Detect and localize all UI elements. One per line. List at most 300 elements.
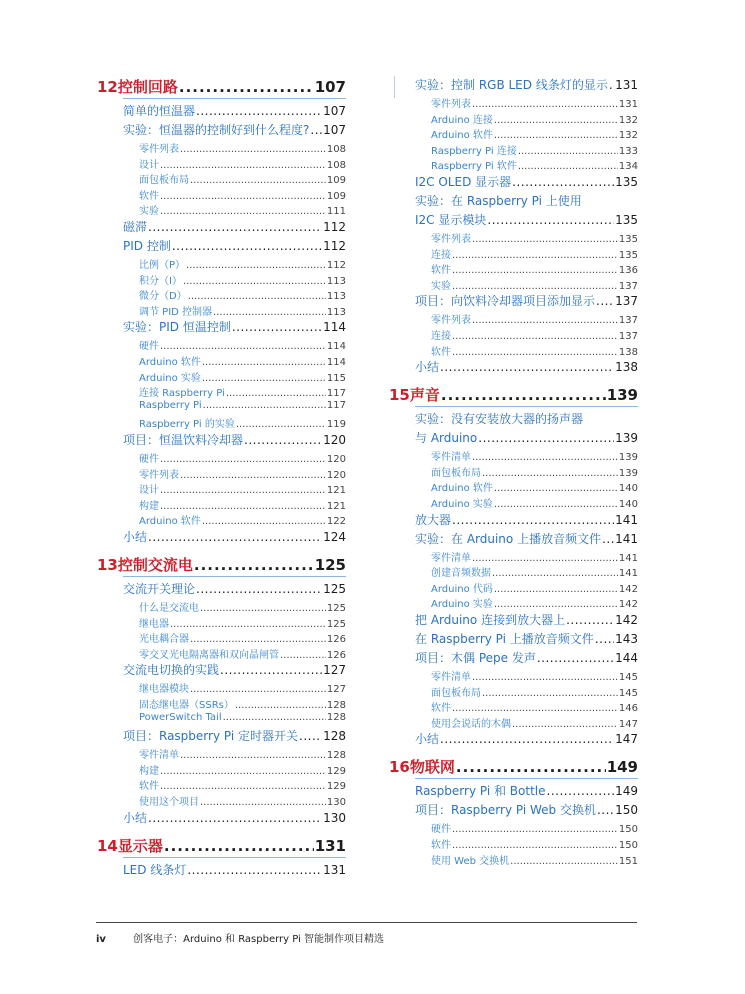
dot-leader	[452, 513, 614, 527]
subsection-entry	[123, 793, 346, 808]
subsection-entry	[415, 852, 638, 867]
entry-page: 107	[323, 104, 346, 118]
entry-title: Arduino 软件	[431, 483, 493, 495]
subsection-entry	[123, 599, 346, 614]
section-entry	[415, 410, 638, 427]
entry-title: 在 Raspberry Pi 上播放音频文件	[415, 632, 594, 646]
entry-page: 134	[618, 161, 638, 173]
entry-title: 项目：恒温饮料冷却器	[123, 433, 244, 447]
dot-leader	[472, 452, 618, 463]
entry-title: 零件列表	[139, 144, 179, 155]
subsection-entry	[123, 187, 346, 202]
entry-title: 构建	[139, 765, 159, 777]
entry-page: 126	[326, 649, 346, 661]
entry-page: 125	[326, 618, 346, 630]
entry-title: 使用这个项目	[139, 797, 199, 808]
section-entry	[415, 730, 638, 747]
dot-leader	[492, 568, 618, 579]
subsection-entry	[415, 820, 638, 835]
entry-title: Arduino 软件	[139, 516, 201, 528]
entry-page: 113	[326, 306, 346, 318]
dot-leader	[280, 650, 326, 661]
dot-leader	[452, 265, 618, 276]
entry-title: 磁滞	[123, 220, 148, 234]
dot-leader	[148, 220, 322, 234]
entry-title: I2C OLED 显示器	[415, 175, 512, 189]
dot-leader	[494, 483, 618, 494]
entry-title: 实验：PID 恒温控制	[123, 320, 231, 335]
subsection-entry	[123, 615, 346, 630]
entry-title: 小结	[123, 810, 148, 825]
dot-leader	[164, 837, 314, 855]
chapter-entry	[389, 384, 638, 405]
entry-title: 显示器	[117, 836, 163, 855]
entry-page: 111	[326, 206, 346, 218]
dot-leader	[472, 99, 618, 110]
page-number: iv	[96, 934, 106, 945]
dot-leader	[609, 78, 614, 92]
entry-title: 面包板布局	[431, 687, 481, 699]
entry-title: LED 线条灯	[123, 862, 187, 877]
section-entry	[415, 611, 638, 628]
dot-leader	[510, 856, 618, 867]
subsection-entry	[123, 202, 346, 217]
subsection-entry	[415, 246, 638, 261]
entry-page: 128	[326, 711, 346, 723]
entry-page: 124	[323, 530, 346, 544]
entry-page: 142	[615, 613, 638, 627]
subsection-entry	[123, 140, 346, 155]
dot-leader	[472, 234, 618, 245]
dot-leader	[494, 584, 618, 595]
entry-title: Raspberry Pi 和 Bottle	[415, 784, 546, 799]
entry-title: 项目：木偶 Pepe 发声	[415, 651, 536, 665]
entry-page: 117	[326, 388, 346, 400]
entry-title: 继电器	[139, 618, 169, 630]
entry-page: 137	[615, 294, 638, 309]
entry-page: 129	[326, 765, 346, 777]
dot-leader	[236, 419, 326, 430]
dot-leader	[595, 632, 614, 646]
entry-title: PID 控制	[123, 239, 171, 253]
entry-page: 107	[314, 78, 346, 96]
entry-title: 固态继电器（SSRs）	[139, 700, 234, 711]
section-entry	[123, 218, 346, 235]
entry-page: 150	[618, 840, 638, 851]
entry-page: 149	[615, 784, 638, 799]
entry-page: 147	[618, 718, 638, 730]
entry-title: 零件清单	[431, 672, 471, 683]
entry-page: 108	[326, 159, 346, 171]
entry-title: 实验：控制 RGB LED 线条灯的显示	[415, 78, 608, 92]
section-entry	[123, 237, 346, 254]
dot-leader	[494, 130, 618, 141]
entry-page: 151	[618, 855, 638, 867]
dot-leader	[213, 307, 326, 318]
dot-leader	[452, 331, 618, 342]
entry-title: 硬件	[431, 824, 451, 836]
section-entry	[415, 801, 638, 818]
dot-leader	[478, 431, 614, 445]
section-entry	[415, 630, 638, 647]
entry-page: 149	[606, 758, 638, 777]
subsection-entry	[123, 646, 346, 661]
subsection-entry	[415, 157, 638, 172]
dot-leader	[148, 530, 322, 544]
dot-leader	[196, 582, 322, 596]
entry-page: 132	[618, 114, 638, 126]
entry-page: 126	[326, 634, 346, 646]
dot-leader	[190, 684, 326, 695]
dot-leader	[310, 123, 322, 137]
entry-title: 实验	[431, 280, 451, 292]
entry-title: Raspberry Pi 的实验	[139, 419, 235, 431]
dot-leader	[226, 388, 326, 399]
section-entry	[123, 431, 346, 448]
entry-title: 项目：向饮料冷却器项目添加显示	[415, 294, 596, 309]
entry-page: 138	[615, 360, 638, 375]
subsection-entry	[123, 450, 346, 465]
entry-title: 硬件	[139, 341, 159, 353]
dot-leader	[494, 499, 618, 510]
entry-page: 119	[326, 419, 346, 431]
dot-leader	[160, 160, 326, 171]
chapter-rule	[123, 857, 346, 858]
dot-leader	[512, 719, 618, 730]
subsection-entry	[415, 464, 638, 479]
dot-leader	[190, 634, 326, 645]
dot-leader	[537, 651, 614, 665]
dot-leader	[160, 485, 326, 496]
subsection-entry	[123, 303, 346, 318]
entry-page: 131	[323, 862, 346, 877]
dot-leader	[596, 294, 614, 308]
subsection-entry	[415, 668, 638, 683]
subsection-entry	[123, 746, 346, 761]
dot-leader	[200, 797, 326, 808]
dot-leader	[452, 840, 618, 851]
entry-title: 继电器模块	[139, 684, 189, 696]
section-entry	[415, 782, 638, 799]
entry-title: 项目：Raspberry Pi 定时器开关	[123, 729, 298, 744]
subsection-entry	[415, 564, 638, 579]
dot-leader	[456, 758, 606, 776]
subsection-entry	[415, 448, 638, 463]
entry-page: 133	[618, 145, 638, 157]
section-entry	[123, 727, 346, 744]
entry-page: 117	[326, 399, 346, 411]
subsection-entry	[123, 712, 346, 723]
entry-page: 131	[618, 99, 638, 110]
dot-leader	[223, 712, 326, 723]
chapter-rule	[123, 98, 346, 99]
chapter-entry	[97, 554, 346, 575]
dot-leader	[194, 556, 314, 574]
section-entry	[123, 661, 346, 678]
entry-title: 项目：Raspberry Pi Web 交换机	[415, 803, 596, 818]
entry-page: 143	[615, 632, 638, 646]
entry-page: 109	[326, 175, 346, 187]
entry-title: 零件清单	[139, 750, 179, 762]
entry-title: Arduino 连接	[431, 114, 493, 126]
dot-leader	[160, 191, 326, 202]
section-entry	[123, 861, 346, 878]
entry-title: 零件列表	[431, 315, 471, 327]
section-entry	[123, 528, 346, 545]
chapter-rule	[123, 576, 346, 577]
dot-leader	[180, 750, 326, 761]
chapter-number: 16	[389, 758, 410, 777]
entry-page: 125	[326, 603, 346, 614]
entry-title: 积分（I）	[139, 275, 182, 287]
dot-leader	[180, 470, 326, 481]
entry-page: 135	[618, 234, 638, 245]
dot-leader	[482, 468, 618, 479]
dot-leader	[160, 781, 326, 792]
entry-title: 设计	[139, 159, 159, 171]
entry-page: 109	[326, 190, 346, 202]
section-entry	[123, 580, 346, 597]
subsection-entry	[415, 126, 638, 141]
entry-title: 设计	[139, 485, 159, 497]
entry-title: 创建音频数据	[431, 568, 491, 580]
dot-leader	[547, 784, 615, 798]
entry-title: Raspberry Pi 连接	[431, 145, 517, 157]
dot-leader	[190, 175, 326, 186]
entry-page: 146	[618, 703, 638, 715]
entry-title: 调节 PID 控制器	[139, 306, 213, 318]
entry-title: 面包板布局	[431, 467, 481, 479]
entry-page: 135	[618, 249, 638, 261]
entry-page: 114	[326, 357, 346, 368]
entry-title: 比例（P）	[139, 260, 186, 271]
dot-leader	[472, 553, 618, 564]
subsection-entry	[123, 353, 346, 368]
entry-title: 零件列表	[139, 469, 179, 481]
entry-page: 137	[618, 280, 638, 292]
entry-title: 面包板布局	[139, 175, 189, 187]
subsection-entry	[123, 337, 346, 352]
entry-page: 141	[615, 531, 638, 546]
subsection-entry	[123, 696, 346, 711]
entry-page: 112	[323, 220, 346, 234]
section-entry	[415, 173, 638, 190]
entry-page: 132	[618, 130, 638, 142]
dot-leader	[200, 603, 326, 614]
section-entry	[415, 511, 638, 528]
entry-title: 零件清单	[431, 452, 471, 464]
entry-page: 120	[326, 454, 346, 465]
dot-leader	[160, 501, 326, 512]
subsection-entry	[415, 684, 638, 699]
entry-page: 141	[615, 512, 638, 527]
subsection-entry	[415, 549, 638, 564]
subsection-entry	[415, 230, 638, 245]
entry-title: 与 Arduino	[415, 431, 478, 446]
entry-page: 121	[326, 485, 346, 497]
entry-title: 软件	[431, 703, 451, 715]
entry-title: 控制交流电	[117, 556, 193, 574]
dot-leader	[170, 619, 326, 630]
entry-title: Raspberry Pi 软件	[431, 161, 517, 173]
entry-title: 软件	[431, 265, 451, 277]
subsection-entry	[415, 111, 638, 126]
entry-title: 使用 Web 交换机	[431, 855, 510, 867]
dot-leader	[482, 688, 618, 699]
section-entry	[415, 429, 638, 446]
subsection-entry	[123, 762, 346, 777]
section-entry	[415, 649, 638, 666]
entry-page: 141	[618, 568, 638, 580]
subsection-entry	[123, 256, 346, 271]
subsection-entry	[123, 156, 346, 171]
entry-page: 139	[618, 452, 638, 464]
dot-leader	[452, 703, 618, 714]
dot-leader	[183, 276, 326, 287]
entry-title: 交流开关理论	[123, 582, 196, 596]
dot-leader	[597, 803, 614, 817]
entry-page: 144	[615, 651, 638, 665]
dot-leader	[518, 146, 618, 157]
entry-title: 使用会说话的木偶	[431, 718, 511, 730]
chapter-entry	[97, 76, 346, 97]
entry-title: 连接	[431, 249, 451, 261]
entry-title: 实验：恒温器的控制好到什么程度?	[123, 123, 310, 137]
entry-title: 实验：在 Raspberry Pi 上使用	[415, 194, 582, 208]
subsection-entry	[415, 495, 638, 510]
dot-leader	[566, 613, 614, 627]
chapter-entry	[97, 835, 346, 856]
entry-page: 136	[618, 265, 638, 277]
entry-title: 零件列表	[431, 234, 471, 245]
section-entry	[415, 530, 638, 547]
entry-title: 光电耦合器	[139, 634, 189, 646]
entry-page: 139	[618, 467, 638, 479]
entry-title: 软件	[139, 781, 159, 793]
entry-title: Raspberry Pi	[139, 399, 202, 411]
entry-page: 128	[326, 700, 346, 711]
entry-title: 零件清单	[431, 552, 471, 564]
dot-leader	[160, 766, 326, 777]
subsection-entry	[123, 512, 346, 527]
entry-page: 112	[326, 260, 346, 271]
entry-title: Arduino 代码	[431, 583, 493, 595]
entry-page: 145	[618, 687, 638, 699]
chapter-number: 13	[97, 556, 118, 574]
subsection-entry	[123, 777, 346, 792]
dot-leader	[440, 360, 614, 374]
subsection-entry	[123, 630, 346, 645]
entry-title: 实验：在 Arduino 上播放音频文件	[415, 531, 602, 546]
footer-rule	[96, 922, 637, 923]
dot-leader	[202, 357, 326, 368]
dot-leader	[179, 78, 314, 96]
entry-title: 软件	[431, 840, 451, 851]
subsection-entry	[415, 261, 638, 276]
chapter-number: 15	[389, 386, 410, 405]
entry-title: Arduino 实验	[431, 599, 493, 611]
entry-title: Arduino 软件	[431, 130, 493, 142]
entry-title: 小结	[415, 732, 440, 747]
entry-page: 141	[618, 552, 638, 564]
subsection-entry	[415, 715, 638, 730]
entry-page: 114	[323, 320, 346, 335]
dot-leader	[512, 175, 614, 189]
subsection-entry	[123, 400, 346, 411]
entry-title: I2C 显示模块	[415, 213, 487, 227]
book-title: 创客电子：Arduino 和 Raspberry Pi 智能制作项目精选	[133, 934, 385, 945]
dot-leader	[472, 315, 618, 326]
entry-page: 140	[618, 499, 638, 510]
subsection-entry	[415, 343, 638, 358]
subsection-entry	[415, 595, 638, 610]
entry-page: 138	[618, 346, 638, 358]
entry-page: 121	[326, 500, 346, 512]
subsection-entry	[123, 466, 346, 481]
dot-leader	[203, 400, 326, 411]
entry-title: 连接 Raspberry Pi	[139, 388, 225, 400]
entry-page: 131	[615, 78, 638, 92]
entry-page: 120	[326, 469, 346, 481]
entry-page: 130	[326, 797, 346, 808]
page-footer	[96, 930, 384, 945]
entry-page: 142	[618, 583, 638, 595]
entry-title: 软件	[431, 346, 451, 358]
chapter-entry	[389, 756, 638, 777]
entry-title: 控制回路	[117, 78, 178, 96]
dot-leader	[452, 281, 618, 292]
entry-title: Arduino 实验	[139, 372, 201, 384]
subsection-entry	[123, 272, 346, 287]
dot-leader	[452, 250, 618, 261]
entry-page: 128	[326, 750, 346, 762]
subsection-entry	[415, 142, 638, 157]
dot-leader	[299, 729, 322, 743]
subsection-entry	[415, 95, 638, 110]
dot-leader	[452, 824, 618, 835]
chapter-number: 14	[97, 836, 118, 855]
entry-page: 150	[615, 803, 638, 818]
entry-title: 简单的恒温器	[123, 104, 196, 118]
dot-leader	[160, 206, 326, 217]
section-entry	[123, 121, 346, 138]
entry-title: 小结	[415, 360, 440, 375]
entry-title: 声音	[409, 386, 440, 405]
entry-title: 实验：没有安装放大器的扬声器	[415, 412, 584, 427]
dot-leader	[235, 700, 326, 711]
chapter-rule	[415, 406, 638, 407]
entry-title: 硬件	[139, 454, 159, 465]
dot-leader	[244, 433, 322, 447]
entry-page: 130	[323, 810, 346, 825]
subsection-entry	[123, 415, 346, 430]
dot-leader	[452, 347, 618, 358]
entry-page: 127	[323, 663, 346, 678]
subsection-entry	[415, 699, 638, 714]
entry-page: 120	[323, 433, 346, 447]
subsection-entry	[123, 287, 346, 302]
dot-leader	[187, 863, 322, 877]
subsection-entry	[415, 311, 638, 326]
entry-page: 127	[326, 684, 346, 696]
dot-leader	[160, 341, 326, 352]
section-entry	[123, 318, 346, 335]
column-divider	[394, 76, 395, 98]
entry-title: 什么是交流电	[139, 603, 199, 614]
entry-page: 147	[615, 732, 638, 747]
entry-page: 113	[326, 291, 346, 303]
subsection-entry	[123, 481, 346, 496]
